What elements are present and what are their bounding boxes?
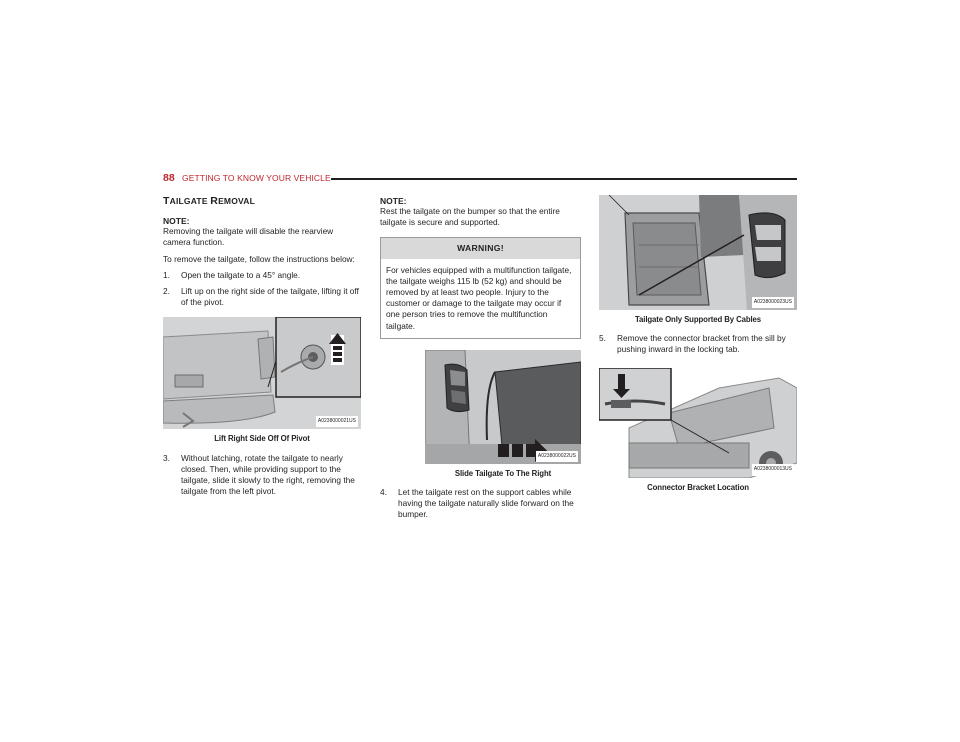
figure-supported-by-cables bbox=[599, 195, 797, 310]
step-5: 5. Remove the connector bracket from the sill by pushing inward in the locking tab. bbox=[599, 333, 786, 355]
figure-id: A0238000013US bbox=[752, 464, 794, 475]
note-text: Removing the tailgate will disable the rearview camera function. bbox=[163, 226, 334, 248]
cables-illustration bbox=[599, 195, 797, 310]
page-number: 88 bbox=[163, 172, 175, 184]
column-2 bbox=[380, 196, 581, 526]
warning-title: WARNING! bbox=[381, 238, 580, 258]
figure-caption: Lift Right Side Off Of Pivot bbox=[214, 434, 310, 444]
tailgate-rear-illustration bbox=[163, 317, 361, 429]
warning-text: For vehicles equipped with a multifunction tailgate, the tailgate weighs 115 lb (52 kg) and should be removed by at least two people. Injury to the customer or damage to the tailgate may occur if one person tries to remove the multifunction tailgate. bbox=[386, 264, 572, 331]
warning-box bbox=[380, 237, 581, 338]
column-3 bbox=[599, 195, 797, 501]
note-text: Rest the tailgate on the bumper so that the entire tailgate is secure and supported. bbox=[380, 206, 560, 228]
figure-id: A0238000022US bbox=[536, 451, 578, 462]
header-rule bbox=[331, 178, 797, 180]
step-2: 2. Lift up on the right side of the tailgate, lifting it off of the pivot. bbox=[163, 286, 359, 308]
figure-connector-bracket bbox=[599, 368, 797, 478]
header-title: GETTING TO KNOW YOUR VEHICLE bbox=[182, 173, 331, 183]
step-1: 1. Open the tailgate to a 45° angle. bbox=[163, 269, 301, 280]
note-label: NOTE: bbox=[163, 216, 190, 227]
figure-caption: Slide Tailgate To The Right bbox=[454, 468, 552, 478]
figure-id: A0238000023US bbox=[752, 297, 794, 308]
note-label: NOTE: bbox=[380, 196, 407, 206]
figure-slide-tailgate bbox=[425, 350, 581, 464]
section-title: TAILGATE REMOVAL bbox=[163, 195, 255, 207]
page-header bbox=[163, 172, 797, 186]
figure-caption: Tailgate Only Supported By Cables bbox=[634, 315, 762, 324]
intro-text: To remove the tailgate, follow the instructions below: bbox=[163, 253, 355, 264]
column-1 bbox=[163, 196, 361, 502]
figure-lift-right-side bbox=[163, 317, 361, 429]
figure-caption: Connector Bracket Location bbox=[647, 482, 749, 492]
step-3: 3. Without latching, rotate the tailgate to nearly closed. Then, while providing support to the tailgate, slide it slowly to the right, removing the tailgate from the left pivot. bbox=[163, 452, 355, 497]
connector-bracket-illustration bbox=[599, 368, 797, 478]
figure-id: A0238000021US bbox=[316, 416, 358, 427]
tailgate-slide-illustration bbox=[425, 350, 581, 464]
step-4: 4. Let the tailgate rest on the support cables while having the tailgate naturally slide forward on the bumper. bbox=[380, 487, 574, 520]
